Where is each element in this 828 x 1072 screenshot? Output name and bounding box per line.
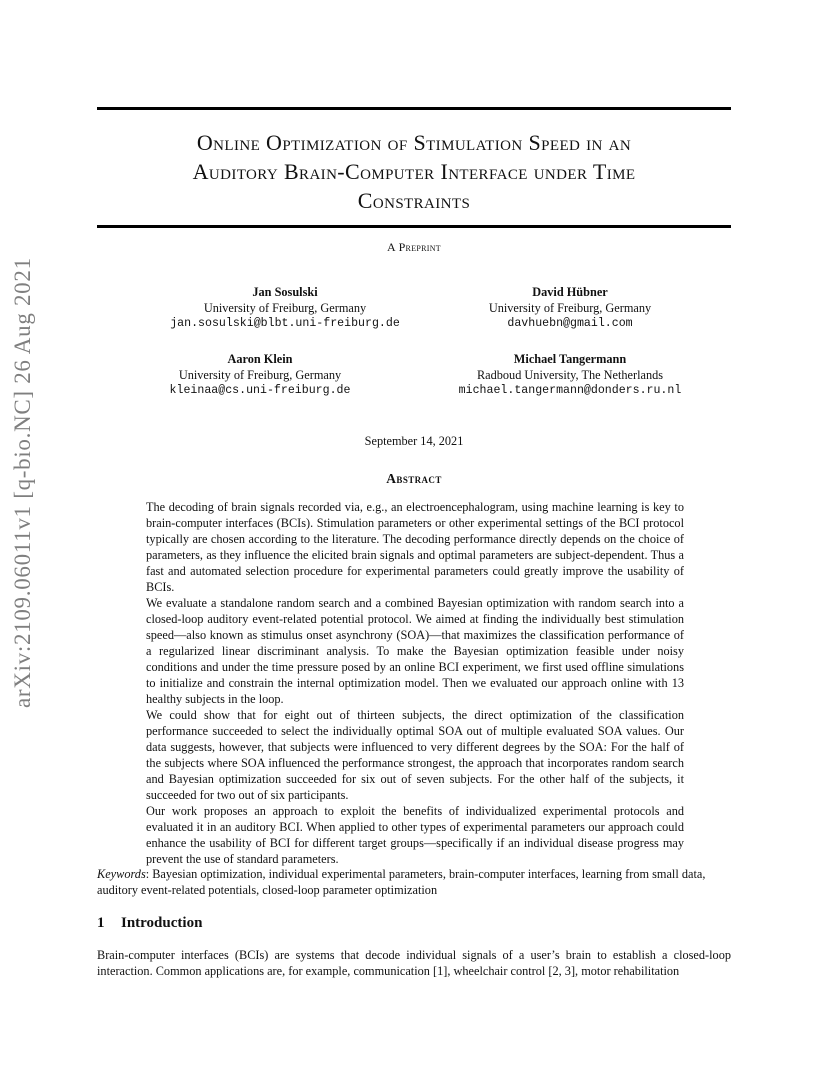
abstract-paragraph: Our work proposes an approach to exploit the benefits of individualized experimental protocols and evaluated it in an auditory BCI. When applied to other types of experimental parameters our approach could enhance the usability of BCI for different target groups—specifically if an individual disease progress may prevent the use of standard parameters.	[146, 804, 684, 866]
body-paragraph: Brain-computer interfaces (BCIs) are systems that decode individual signals of a user’s brain to establish a closed-loop interaction. Common applications are, for example, communication [1], wheelchair control [2, 3], motor rehabilitation	[97, 948, 731, 978]
section-heading	[97, 915, 202, 932]
publication-date: September 14, 2021	[364, 434, 464, 448]
title-bottom-rule	[97, 225, 731, 228]
title-line: Constraints	[357, 188, 471, 213]
abstract-paragraph: We could show that for eight out of thirteen subjects, the direct optimization of the classification performance succeeded to select the individually optimal SOA out of multiple evaluated SOA values. Our data suggests, however, that subjects were influenced to very different degrees by the SOA: For the half of the subjects where SOA influenced the performance strongest, the approach that incorporates random search and Bayesian optimization succeeded for six out of seven subjects. For the other half of the subjects, it succeeded for two out of six participants.	[146, 708, 684, 802]
abstract-paragraph: We evaluate a standalone random search and a combined Bayesian optimization with random search into a closed-loop auditory event-related potential protocol. We aimed at finding the individually best stimulation speed—also known as stimulus onset asynchrony (SOA)—that maximizes the classification performance of a regularized linear discriminant analysis. To make the Bayesian optimization feasible under noisy conditions and under the time pressure posed by an online BCI experiment, we first used offline simulations to initialize and constrain the internal optimization model. Then we evaluated our approach online with 13 healthy subjects in the loop.	[146, 596, 684, 706]
keywords-text: : Bayesian optimization, individual experimental parameters, brain-computer interfaces, learning from small data, auditory event-related potentials, closed-loop parameter optimization	[97, 867, 706, 897]
author-affiliation: University of Freiburg, Germany	[178, 368, 342, 382]
title-top-rule	[97, 107, 731, 110]
author-email[interactable]: davhuebn@gmail.com	[507, 317, 633, 330]
author-name: Aaron Klein	[227, 352, 293, 366]
abstract-heading: Abstract	[386, 471, 442, 486]
abstract-body	[146, 499, 684, 867]
author-block	[420, 284, 720, 332]
title-line: Auditory Brain-Computer Interface under Time	[192, 159, 636, 184]
author-name: Michael Tangermann	[513, 352, 627, 366]
arxiv-identifier-stamp	[10, 257, 40, 708]
keywords-label: Keywords	[97, 867, 146, 881]
section-title: Introduction	[121, 915, 203, 931]
author-block	[140, 284, 430, 332]
author-block	[140, 351, 380, 399]
author-affiliation: Radboud University, The Netherlands	[476, 368, 664, 382]
abstract-paragraph: The decoding of brain signals recorded via, e.g., an electroencephalogram, using machine learning is key to brain-computer interfaces (BCIs). Stimulation parameters or other experimental settings of the BCI protocol typically are chosen according to the literature. The decoding performance directly depends on the choice of parameters, as they influence the elicited brain signals and optimal parameters are subject-dependent. Thus a fast and automated selection procedure for experimental parameters could greatly improve the usability of BCIs.	[146, 500, 684, 594]
author-name: Jan Sosulski	[252, 285, 318, 299]
section-number: 1	[97, 915, 105, 931]
author-affiliation: University of Freiburg, Germany	[203, 301, 367, 315]
arxiv-stamp-text: arXiv:2109.06011v1 [q-bio.NC] 26 Aug 2021	[10, 257, 35, 708]
author-affiliation: University of Freiburg, Germany	[488, 301, 652, 315]
preprint-label: A Preprint	[386, 240, 441, 254]
paper-title	[97, 128, 731, 215]
introduction-text	[97, 947, 731, 979]
author-block	[410, 351, 730, 399]
keywords	[97, 866, 731, 898]
author-email[interactable]: jan.sosulski@blbt.uni-freiburg.de	[170, 317, 400, 330]
author-email[interactable]: michael.tangermann@donders.ru.nl	[458, 384, 682, 397]
title-line: Online Optimization of Stimulation Speed in an	[196, 130, 632, 155]
author-name: David Hübner	[532, 285, 608, 299]
author-email[interactable]: kleinaa@cs.uni-freiburg.de	[169, 384, 351, 397]
